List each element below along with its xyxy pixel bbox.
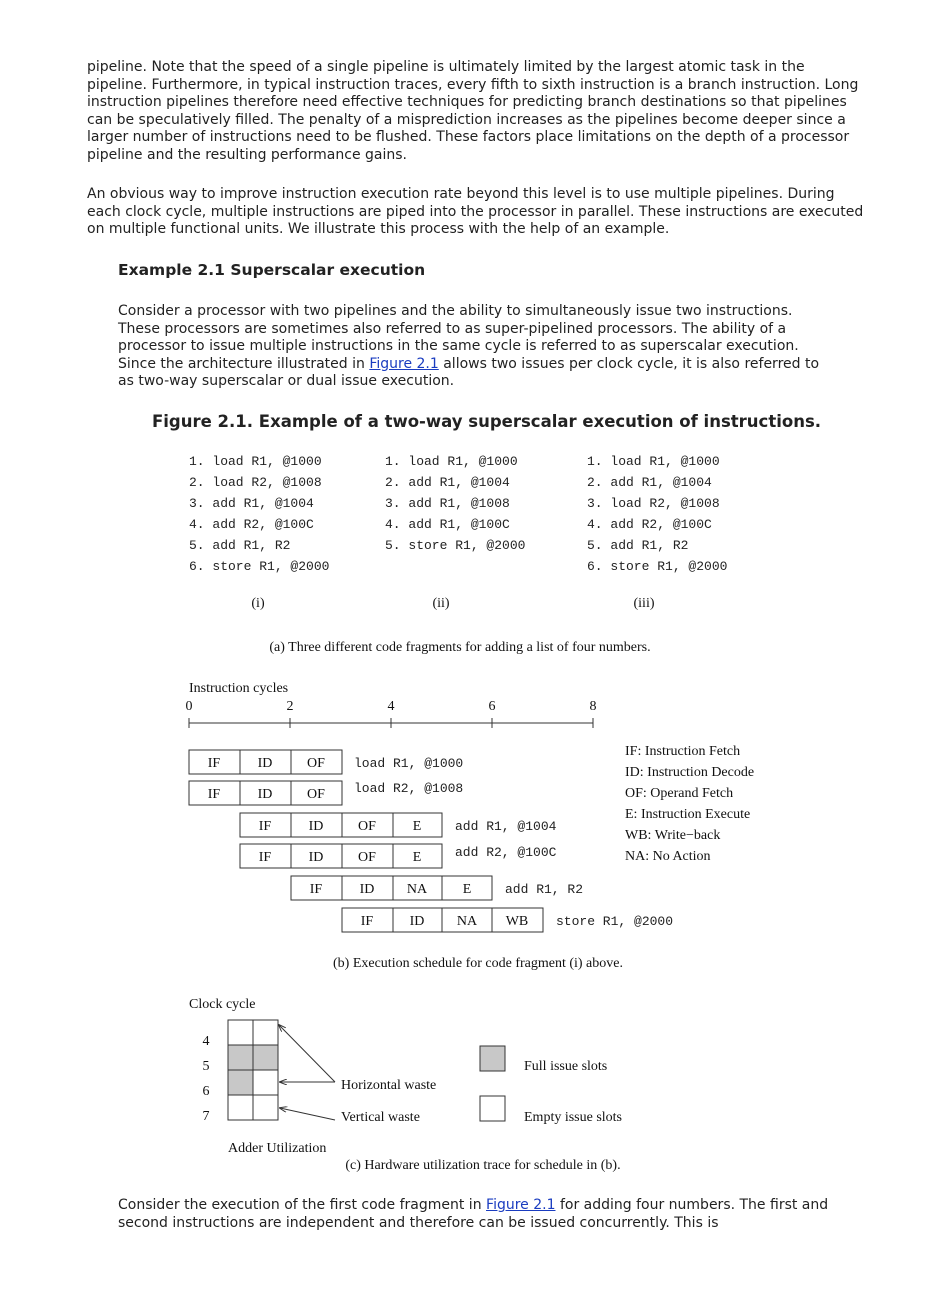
caption-b: (b) Execution schedule for code fragment (i) above. — [333, 956, 623, 971]
paragraph-text: for adding four numbers. The first and second instructions are independent and therefore can be issued concurrently. This is — [118, 1197, 829, 1231]
legend-item: OF: Operand Fetch — [625, 786, 734, 801]
legend-item: E: Instruction Execute — [625, 807, 751, 822]
code-line: 6. store R1, @2000 — [587, 559, 728, 574]
code-line: 2. add R1, @1004 — [385, 475, 510, 490]
schedule-row — [189, 781, 463, 805]
code-line: 5. add R1, R2 — [587, 538, 689, 553]
instruction-label: add R1, @1004 — [455, 819, 557, 834]
legend-full-label: Full issue slots — [524, 1059, 608, 1074]
instruction-label: store R1, @2000 — [556, 914, 674, 929]
cycle-label: 6 — [202, 1084, 210, 1099]
stage-label: WB — [505, 914, 529, 929]
figure-2-1-link[interactable]: Figure 2.1 — [486, 1197, 556, 1213]
code-line: 3. load R2, @1008 — [587, 496, 720, 511]
stage-label: ID — [308, 819, 324, 834]
code-line: 2. load R2, @1008 — [189, 475, 322, 490]
stage-label: OF — [358, 819, 376, 834]
issue-slot — [253, 1070, 278, 1095]
legend-item: IF: Instruction Fetch — [625, 744, 741, 759]
caption-c: (c) Hardware utilization trace for schedule in (b). — [345, 1158, 621, 1173]
fragment-ii — [385, 454, 525, 553]
fragment-iii — [587, 454, 727, 574]
stage-label: IF — [207, 787, 221, 802]
utilization-trace — [189, 997, 622, 1173]
issue-slot — [228, 1045, 253, 1070]
legend-empty-swatch — [480, 1096, 505, 1121]
clock-cycle-title: Clock cycle — [189, 997, 256, 1012]
issue-slot — [253, 1045, 278, 1070]
paragraph-text: Consider the execution of the first code fragment in — [118, 1197, 487, 1213]
schedule-row — [291, 876, 583, 900]
figure-2-1-link[interactable]: Figure 2.1 — [369, 355, 439, 372]
code-line: 3. add R1, @1008 — [385, 496, 510, 511]
stage-label: IF — [360, 914, 374, 929]
stage-label: IF — [258, 850, 272, 865]
code-line: 3. add R1, @1004 — [189, 496, 314, 511]
stage-label: E — [412, 819, 422, 834]
stage-label: E — [412, 850, 422, 865]
tick-label: 6 — [488, 699, 496, 714]
cycle-label: 5 — [202, 1059, 210, 1074]
instruction-label: add R1, R2 — [505, 882, 584, 897]
code-line: 5. add R1, R2 — [189, 538, 291, 553]
stage-label: NA — [406, 882, 428, 897]
paragraph-text: allows two issues per clock cycle, it is also referred to as two-way superscalar or dual issue execution. — [118, 355, 820, 390]
paragraph-multiple-pipelines: An obvious way to improve instruction execution rate beyond this level is to use multiple pipelines. During each clock cycle, multiple instructions are piped into the processor in parallel. These instructions are executed on multiple functional units. We illustrate this process with the help of an example. — [87, 186, 864, 238]
instruction-label: load R1, @1000 — [354, 756, 464, 771]
issue-slot — [228, 1070, 253, 1095]
stage-label: OF — [358, 850, 376, 865]
code-line: 4. add R2, @100C — [587, 517, 712, 532]
instruction-label: add R2, @100C — [455, 845, 557, 860]
tick-label: 8 — [589, 699, 597, 714]
figure-title: Figure 2.1. Example of a two-way superscalar execution of instructions. — [152, 412, 822, 431]
code-line: 6. store R1, @2000 — [189, 559, 330, 574]
instruction-label: load R2, @1008 — [354, 781, 464, 796]
legend-item: ID: Instruction Decode — [625, 765, 755, 780]
paragraph-pipeline-limits: pipeline. Note that the speed of a single pipeline is ultimately limited by the largest atomic task in the pipeline. Furthermore, in typical instruction traces, every fifth to sixth instruction is a branch instruction. Long instruction pipelines therefore need effective techniques for predicting branch destinations so that pipelines can be speculatively filled. The penalty of a misprediction increases as the pipelines become deeper since a larger number of instructions need to be flushed. These factors place limitations on the depth of a processor pipeline and the resulting performance gains. — [87, 59, 859, 163]
fragment-label: (ii) — [432, 596, 450, 611]
stage-label: ID — [359, 882, 375, 897]
code-line: 1. load R1, @1000 — [385, 454, 518, 469]
issue-slot-grid — [228, 1020, 278, 1120]
paragraph-text: Consider a processor with two pipelines and the ability to simultaneously issue two instructions. These processors are sometimes also referred to as super-pipelined processors. The ability of a processor to issue multiple instructions in the same cycle is referred to as superscalar execution. Since the architecture illustrated in — [118, 303, 799, 372]
axis-title: Instruction cycles — [189, 681, 289, 696]
stage-label: IF — [258, 819, 272, 834]
code-line: 5. store R1, @2000 — [385, 538, 526, 553]
fragment-label: (i) — [251, 596, 265, 611]
stage-label: OF — [307, 756, 325, 771]
legend-item: NA: No Action — [625, 849, 711, 864]
code-fragments — [189, 454, 727, 655]
stage-label: ID — [257, 756, 273, 771]
code-line: 1. load R1, @1000 — [587, 454, 720, 469]
example-heading: Example 2.1 Superscalar execution — [118, 261, 426, 279]
issue-slot — [253, 1020, 278, 1045]
stage-label: E — [462, 882, 472, 897]
schedule-row — [189, 750, 463, 774]
horizontal-waste-label: Horizontal waste — [341, 1078, 437, 1093]
legend-empty-label: Empty issue slots — [524, 1110, 623, 1125]
fragment-i — [189, 454, 329, 574]
code-line: 4. add R2, @100C — [189, 517, 314, 532]
cycle-label: 4 — [202, 1034, 210, 1049]
stage-label: ID — [308, 850, 324, 865]
paragraph-first-fragment — [118, 1197, 838, 1232]
cycle-label: 7 — [202, 1109, 210, 1124]
schedule-row — [240, 844, 557, 868]
stage-label: NA — [456, 914, 478, 929]
stage-label: OF — [307, 787, 325, 802]
legend-item: WB: Write−back — [625, 828, 721, 843]
issue-slot — [228, 1020, 253, 1045]
tick-label: 0 — [185, 699, 193, 714]
caption-a: (a) Three different code fragments for adding a list of four numbers. — [269, 640, 651, 655]
execution-schedule — [186, 681, 755, 971]
adder-utilization-label: Adder Utilization — [228, 1141, 327, 1156]
code-line: 4. add R1, @100C — [385, 517, 510, 532]
issue-slot — [253, 1095, 278, 1120]
schedule-row — [240, 813, 557, 837]
stage-legend — [625, 744, 754, 864]
stage-label: IF — [309, 882, 323, 897]
code-line: 1. load R1, @1000 — [189, 454, 322, 469]
vertical-waste-arrow — [280, 1108, 335, 1120]
tick-label: 4 — [387, 699, 395, 714]
stage-label: IF — [207, 756, 221, 771]
stage-label: ID — [257, 787, 273, 802]
code-line: 2. add R1, @1004 — [587, 475, 712, 490]
vertical-waste-label: Vertical waste — [341, 1110, 420, 1125]
legend-full-swatch — [480, 1046, 505, 1071]
stage-label: ID — [409, 914, 425, 929]
schedule-row — [342, 908, 673, 932]
fragment-label: (iii) — [633, 596, 655, 611]
issue-slot — [228, 1095, 253, 1120]
horizontal-waste-arrow — [279, 1025, 335, 1082]
tick-label: 2 — [286, 699, 294, 714]
